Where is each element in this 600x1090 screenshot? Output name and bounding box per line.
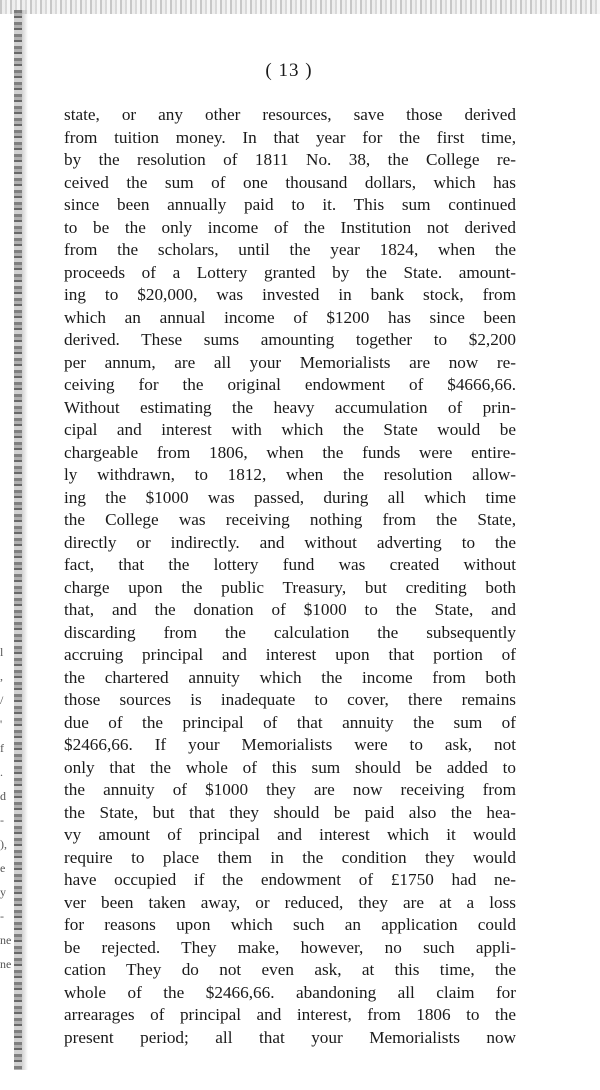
text-line: for reasons upon which such an application could [64,915,516,934]
text-line: by the resolution of 1811 No. 38, the College re- [64,150,516,169]
page-top-edge [0,0,600,14]
book-binding-edge [14,10,22,1070]
text-line: ceiving for the original endowment of $4666,66. [64,375,516,394]
text-line: have occupied if the endowment of £1750 had ne- [64,870,516,889]
text-line: from the scholars, until the year 1824, when the [64,240,516,259]
margin-fragment: ' [0,717,3,731]
text-line: accruing principal and interest upon that portion of [64,645,516,664]
left-margin-fragments [0,640,14,976]
text-line: present period; all that your Memorialists now [64,1027,516,1047]
margin-fragment: ne [0,957,12,971]
text-line: ing the $1000 was passed, during all which time [64,487,516,507]
margin-fragment: - [0,909,4,923]
text-line: fact, that the lottery fund was created without [64,555,516,574]
text-line: chargeable from 1806, when the funds were entire- [64,442,516,462]
margin-fragment: ), [0,837,7,851]
text-line: Without estimating the heavy accumulation of prin- [64,397,516,417]
text-line: cipal and interest with which the State would be [64,420,516,439]
page-number: ( 13 ) [265,60,313,81]
binding-shadow [22,10,28,1070]
text-line: state, or any other resources, save those derived [64,105,516,124]
text-line: per annum, are all your Memorialists are now re- [64,352,516,372]
text-line: require to place them in the condition they would [64,847,516,867]
text-line: which an annual income of $1200 has since been [64,307,516,327]
margin-fragment: d [0,789,6,803]
text-line: since been annually paid to it. This sum continued [64,195,516,214]
margin-fragment: y [0,885,6,899]
text-line: ly withdrawn, to 1812, when the resolution allow- [64,465,516,484]
text-line: from tuition money. In that year for the first time, [64,127,516,147]
text-line: to be the only income of the Institution not derived [64,217,516,237]
text-line: the State, but that they should be paid also the hea- [64,802,516,822]
text-line: the chartered annuity which the income from both [64,667,516,687]
text-line: ceived the sum of one thousand dollars, which has [64,172,516,192]
text-line: the College was receiving nothing from the State, [64,510,516,529]
margin-fragment: f [0,741,4,755]
margin-fragment: e [0,861,6,875]
text-line: ver been taken away, or reduced, they are at a loss [64,892,516,912]
body-text [64,104,516,1049]
text-line: be rejected. They make, however, no such appli- [64,937,516,957]
text-line: derived. These sums amounting together to $2,200 [64,330,516,349]
margin-fragment: , [0,669,3,683]
margin-fragment: l [0,645,4,659]
text-line: arrearages of principal and interest, from 1806 to the [64,1005,516,1024]
text-line: proceeds of a Lottery granted by the State. amount- [64,262,516,282]
text-line: discarding from the calculation the subsequently [64,622,516,642]
text-line: vy amount of principal and interest which it would [64,825,516,844]
text-line: directly or indirectly. and without adverting to the [64,532,516,552]
text-line: charge upon the public Treasury, but crediting both [64,577,516,597]
text-line: whole of the $2466,66. abandoning all claim for [64,982,516,1002]
text-line: the annuity of $1000 they are now receiving from [64,780,516,799]
text-line: cation They do not even ask, at this time, the [64,960,516,979]
margin-fragment: ne [0,933,12,947]
margin-fragment: - [0,813,4,827]
margin-fragment: . [0,765,3,779]
text-line: those sources is inadequate to cover, there remains [64,690,516,709]
text-line: ing to $20,000, was invested in bank stock, from [64,285,516,304]
text-line: only that the whole of this sum should be added to [64,757,516,777]
text-line: that, and the donation of $1000 to the State, and [64,600,516,619]
margin-fragment: / [0,693,4,707]
text-line: $2466,66. If your Memorialists were to ask, not [64,735,516,754]
text-line: due of the principal of that annuity the sum of [64,712,516,732]
